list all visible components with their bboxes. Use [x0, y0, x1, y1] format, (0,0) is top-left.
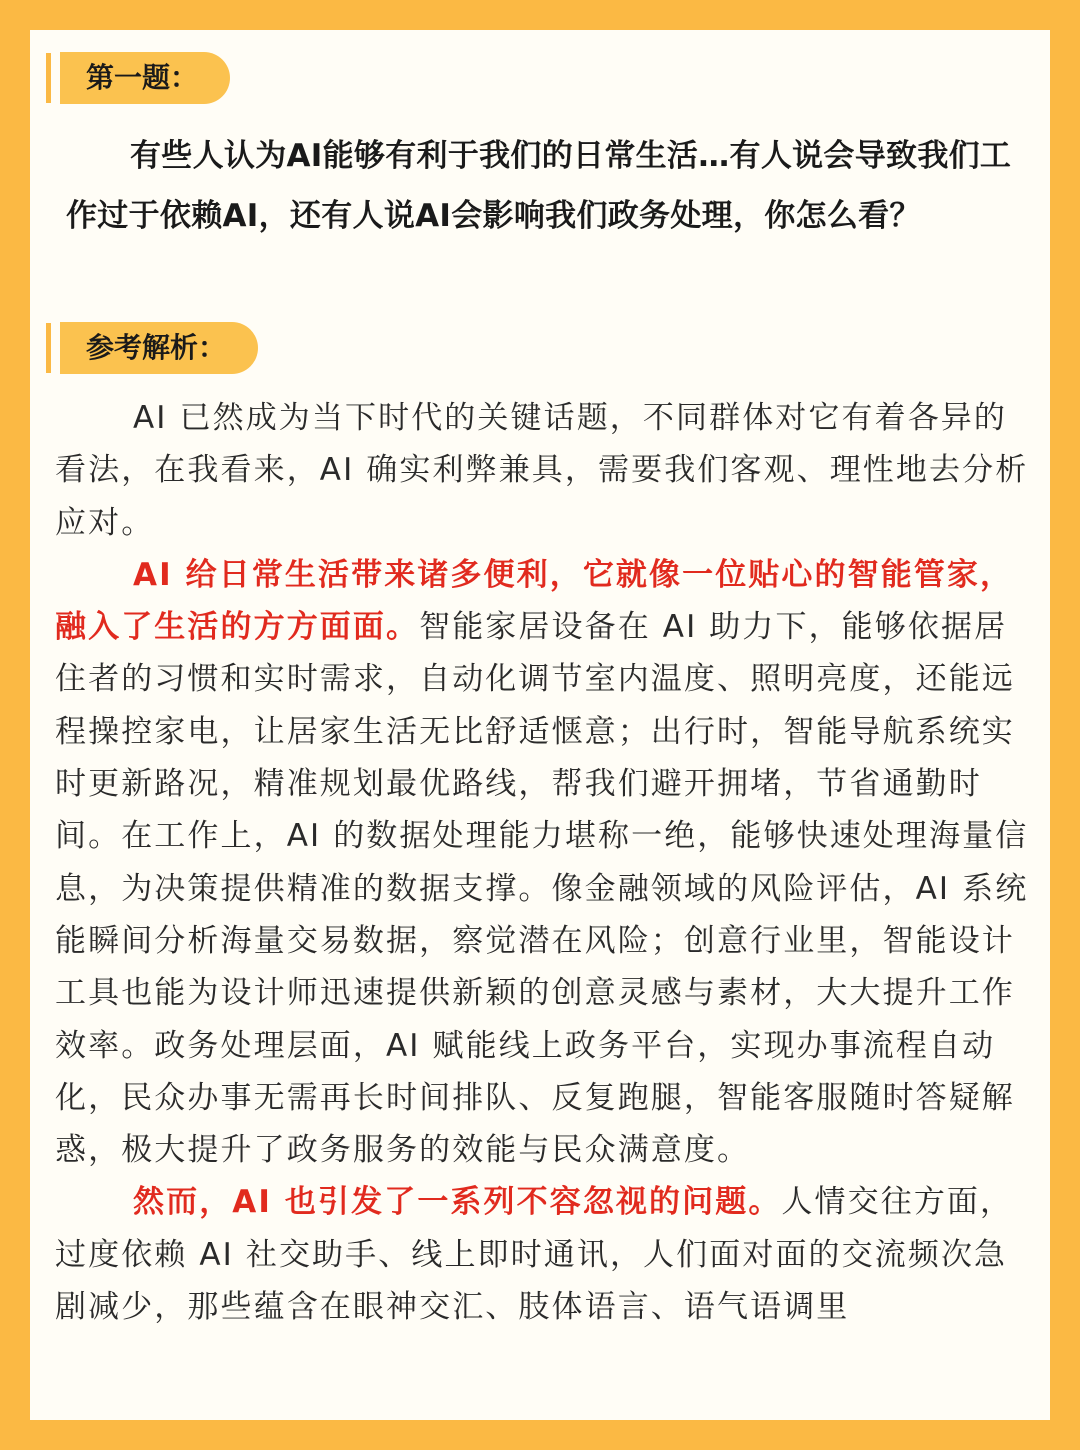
analysis-paragraph-3: [55, 1176, 1030, 1333]
analysis-heading-label: 参考解析：: [60, 322, 258, 374]
paragraph-body-text: 智能家居设备在 AI 助力下，能够依据居住者的习惯和实时需求，自动化调节室内温度、照明亮度，还能远程操控家电，让居家生活无比舒适惬意；出行时，智能导航系统实时更新路况，精准规划最优路线，帮我们避开拥堵，节省通勤时间。在工作上，AI 的数据处理能力堪称一绝，能够快速处理海量信息，为决策提供精准的数据支撑。像金融领域的风险评估，AI 系统能瞬间分析海量交易数据，察觉潜在风险；创意行业里，智能设计工具也能为设计师迅速提供新颖的创意灵感与素材，大大提升工作效率。政务处理层面，AI 赋能线上政务平台，实现办事流程自动化，民众办事无需再长时间排队、反复跑腿，智能客服随时答疑解惑，极大提升了政务服务的效能与民众满意度。: [55, 609, 1029, 1169]
heading-accent-bar: [46, 323, 51, 373]
analysis-paragraph-2: [55, 549, 1030, 1177]
question-text: 有些人认为AI能够有利于我们的日常生活…有人说会导致我们工作过于依赖AI，还有人说AI会影响我们政务处理，你怎么看？: [66, 138, 1012, 234]
paragraph-body-text: 人情交往方面，过度依赖 AI 社交助手、线上即时通讯，人们面对面的交流频次急剧减少，那些蕴含在眼神交汇、肢体语言、语气语调里: [55, 1184, 1014, 1326]
analysis-paragraph-1: AI 已然成为当下时代的关键话题，不同群体对它有着各异的看法，在我看来，AI 确实利弊兼具，需要我们客观、理性地去分析应对。: [55, 400, 1029, 541]
content-card: [30, 30, 1050, 1420]
highlight-sentence: 然而，AI 也引发了一系列不容忽视的问题。: [133, 1184, 782, 1221]
heading-accent-bar: [46, 53, 51, 103]
highlight-sentence: AI 给日常生活带来诸多便利，它就像一位贴心的智能管家，融入了生活的方方面面。: [55, 556, 1014, 646]
question-heading-label: 第一题：: [60, 52, 230, 104]
analysis-body: [55, 392, 1030, 1333]
